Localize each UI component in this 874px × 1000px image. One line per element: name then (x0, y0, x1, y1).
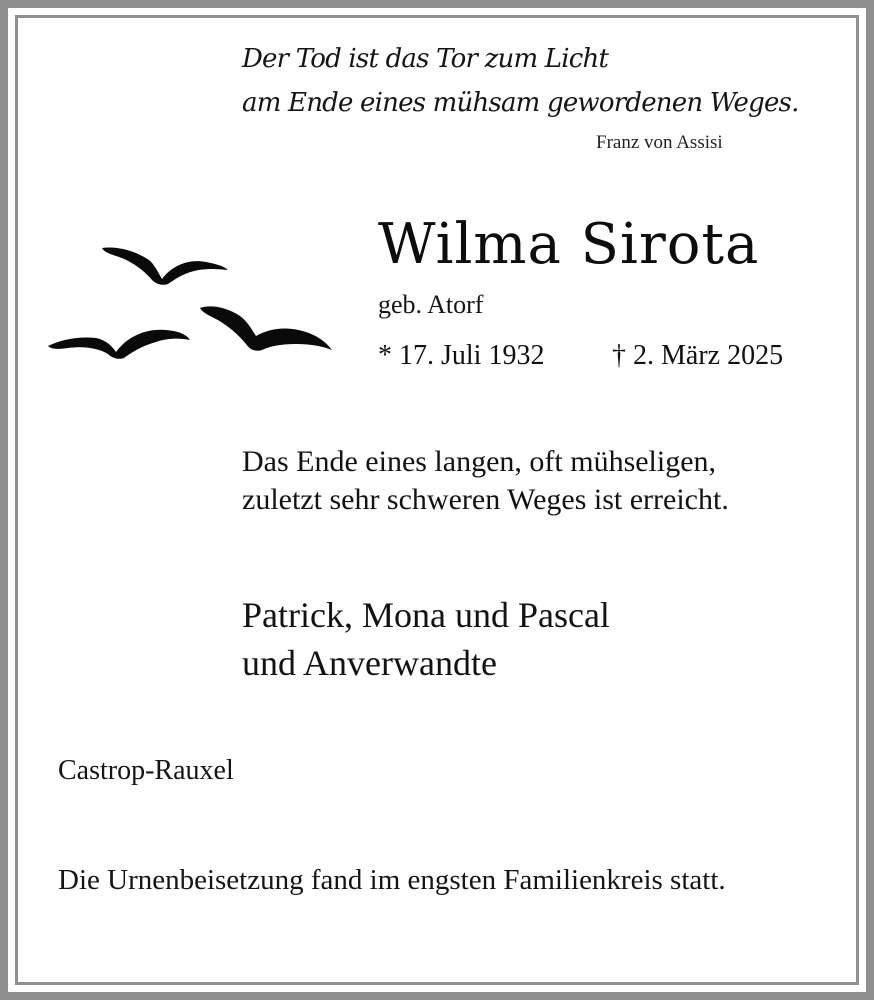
verse-line-2: zuletzt sehr schweren Weges ist erreicht. (242, 483, 729, 516)
bird-icon (102, 248, 228, 285)
maiden-name: geb. Atorf (378, 290, 484, 319)
quote-line-1: Der Tod ist das Tor zum Licht (242, 44, 609, 74)
death-date: † 2. März 2025 (612, 340, 784, 371)
mourners-line-2: und Anverwandte (242, 643, 497, 683)
deceased-name: Wilma Sirota (378, 212, 760, 277)
bird-icon (48, 330, 190, 359)
birth-date: * 17. Juli 1932 (378, 340, 545, 371)
verse-line-1: Das Ende eines langen, oft mühseligen, (242, 445, 717, 478)
place-name: Castrop-Rauxel (58, 755, 234, 786)
quote-author: Franz von Assisi (596, 132, 723, 153)
quote-line-2: am Ende eines mühsam gewordenen Weges. (242, 88, 799, 118)
burial-notice: Die Urnenbeisetzung fand im engsten Familienkreis statt. (58, 864, 726, 896)
birds-illustration (44, 230, 340, 370)
mourners-line-1: Patrick, Mona und Pascal (242, 595, 610, 635)
bird-icon (200, 306, 332, 350)
